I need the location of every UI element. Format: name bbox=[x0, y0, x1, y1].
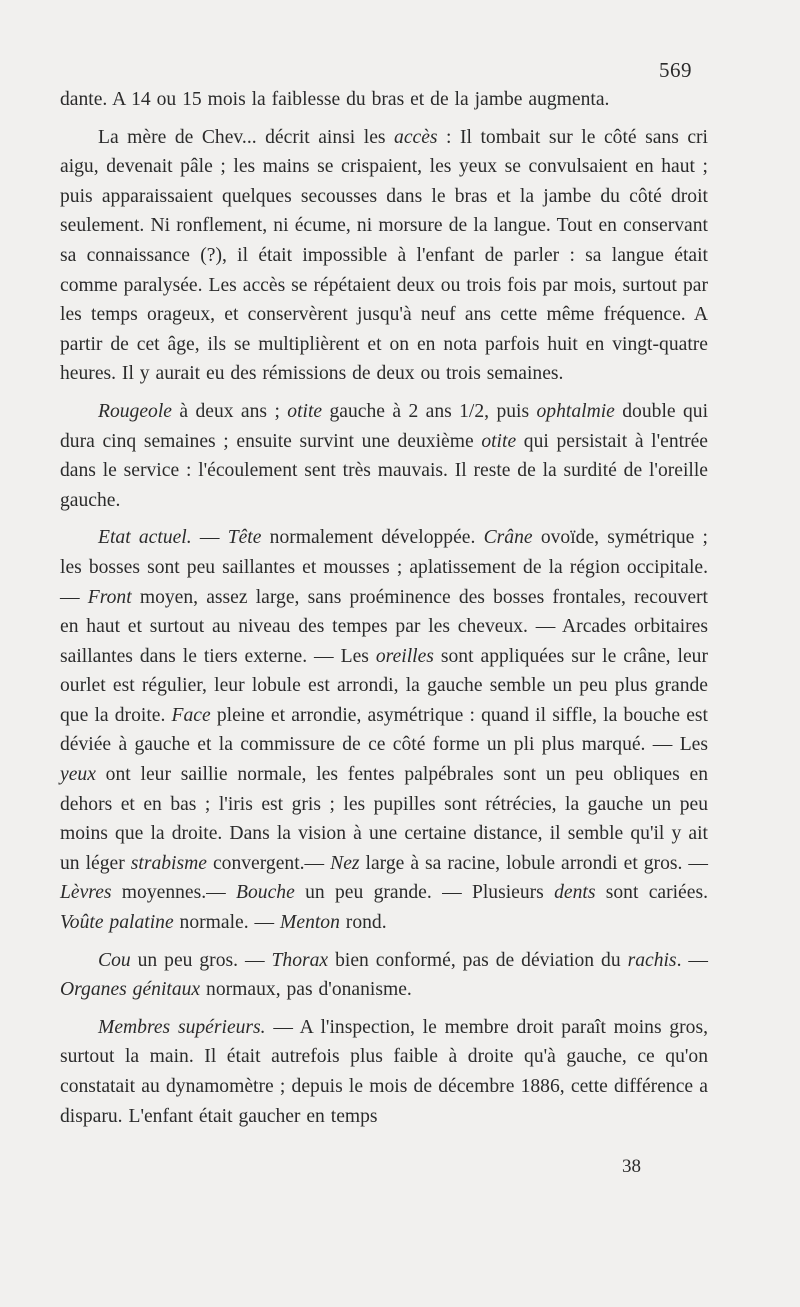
text-run: — bbox=[191, 527, 228, 549]
text-run: un peu gros. — bbox=[130, 949, 272, 971]
italic-term: Cou bbox=[98, 949, 131, 971]
paragraph bbox=[60, 397, 708, 515]
text-run: normalement développée. bbox=[261, 527, 484, 549]
paragraph bbox=[60, 523, 708, 937]
text-run: sont cariées. bbox=[595, 882, 708, 904]
italic-term: Lèvres bbox=[60, 882, 112, 904]
italic-term: Front bbox=[87, 586, 132, 608]
italic-term: oreilles bbox=[375, 645, 434, 667]
text-run: ovoïde, symétrique ; les bosses sont peu saillantes et mousses ; aplatissement de la région occipitale. — bbox=[60, 527, 709, 608]
italic-term: Organes génitaux bbox=[60, 979, 201, 1001]
italic-term: Menton bbox=[280, 912, 340, 934]
italic-term: Rougeole bbox=[98, 400, 172, 422]
text-run: rond. bbox=[339, 912, 387, 934]
text-run: . — bbox=[676, 949, 708, 971]
page-number: 569 bbox=[659, 58, 692, 82]
italic-term: Face bbox=[171, 704, 211, 726]
text-run: qui persistait à l'entrée dans le service : l'écoulement sent très mauvais. Il reste de la surdité de l'oreille gauche. bbox=[60, 430, 708, 511]
paragraph bbox=[60, 85, 708, 115]
italic-term: Membres supérieurs. bbox=[98, 1016, 266, 1038]
text-run: bien conformé, pas de déviation du bbox=[328, 949, 628, 971]
text-run: La mère de Chev... décrit ainsi les bbox=[98, 126, 395, 148]
italic-term: otite bbox=[481, 430, 517, 452]
italic-term: rachis bbox=[627, 949, 677, 971]
body-text bbox=[60, 85, 708, 1131]
text-run: moyen, assez large, sans proéminence des bosses frontales, recouvert en haut et surtout au niveau des tempes par les cheveux. — Arcades orbitaires saillantes dans le tiers externe. — Les bbox=[60, 586, 708, 667]
text-run: double qui dura cinq semaines ; ensuite survint une deuxième bbox=[60, 400, 709, 452]
text-run: ont leur saillie normale, les fentes palpébrales sont un peu obliques en dehors et en bas ; l'iris est gris ; les pupilles sont rétrécies, la gauche un peu moins que la droite. Dans la vision à une certaine distance, il semble qu'il y ait un léger bbox=[60, 764, 708, 874]
italic-term: yeux bbox=[60, 764, 96, 786]
text-run: normale. — bbox=[173, 912, 281, 934]
italic-term: accès bbox=[394, 126, 438, 148]
signature-mark: 38 bbox=[622, 1156, 641, 1177]
text-run: large à sa racine, lobule arrondi et gros. — bbox=[359, 852, 708, 874]
italic-term: otite bbox=[287, 400, 323, 422]
text-run: — A l'inspection, le membre droit paraît moins gros, surtout la main. Il était autrefois plus faible à droite qu'à gauche, ce qu'on constatait au dynamomètre ; depuis le mois de décembre 1886, cette différence a disparu. L'enfant était gaucher en temps bbox=[60, 1016, 708, 1127]
text-run: gauche à 2 ans 1/2, puis bbox=[322, 400, 537, 422]
text-run: un peu grande. — Plusieurs bbox=[294, 882, 555, 904]
italic-term: ophtalmie bbox=[536, 400, 615, 422]
paragraph bbox=[60, 946, 708, 1005]
italic-term: Nez bbox=[330, 852, 360, 874]
italic-term: Bouche bbox=[236, 882, 295, 904]
text-run: à deux ans ; bbox=[172, 400, 288, 422]
text-run: normaux, pas d'onanisme. bbox=[200, 979, 412, 1001]
italic-term: Tête bbox=[227, 527, 262, 549]
italic-term: Crâne bbox=[483, 527, 533, 549]
text-run: moyennes.— bbox=[111, 882, 237, 904]
text-run: pleine et arrondie, asymétrique : quand il siffle, la bouche est déviée à gauche et la commissure de ce côté forme un pli plus marqué. — Les bbox=[60, 704, 708, 756]
text-run: convergent.— bbox=[206, 852, 331, 874]
text-run: : Il tombait sur le côté sans cri aigu, devenait pâle ; les mains se crispaient, les yeux se convulsaient en haut ; puis apparaissaient quelques secousses dans le bras et la jambe du côté droit seulement. Ni ronflement, ni écume, ni morsure de la langue. Tout en conservant sa connaissance (?), il était impossible à l'enfant de parler : sa langue était comme paralysée. Les accès se répétaient deux ou trois fois par mois, surtout par les temps orageux, et conservèrent jusqu'à neuf ans cette même fréquence. A partir de cet âge, ils se multiplièrent et on en nota parfois huit en vingt-quatre heures. Il y aurait eu des rémissions de deux ou trois semaines. bbox=[60, 126, 709, 385]
italic-term: Thorax bbox=[271, 949, 329, 971]
paragraph bbox=[60, 123, 708, 389]
italic-term: dents bbox=[554, 882, 596, 904]
paragraph bbox=[60, 1013, 708, 1131]
italic-term: Etat actuel. bbox=[98, 527, 192, 549]
italic-term: Voûte palatine bbox=[60, 912, 174, 934]
italic-term: strabisme bbox=[130, 852, 207, 874]
text-run: sont appliquées sur le crâne, leur ourlet est régulier, leur lobule est arrondi, la gauche semble un peu plus grande que la droite. bbox=[60, 645, 708, 726]
text-run: dante. A 14 ou 15 mois la faiblesse du bras et de la jambe augmenta. bbox=[60, 89, 610, 110]
